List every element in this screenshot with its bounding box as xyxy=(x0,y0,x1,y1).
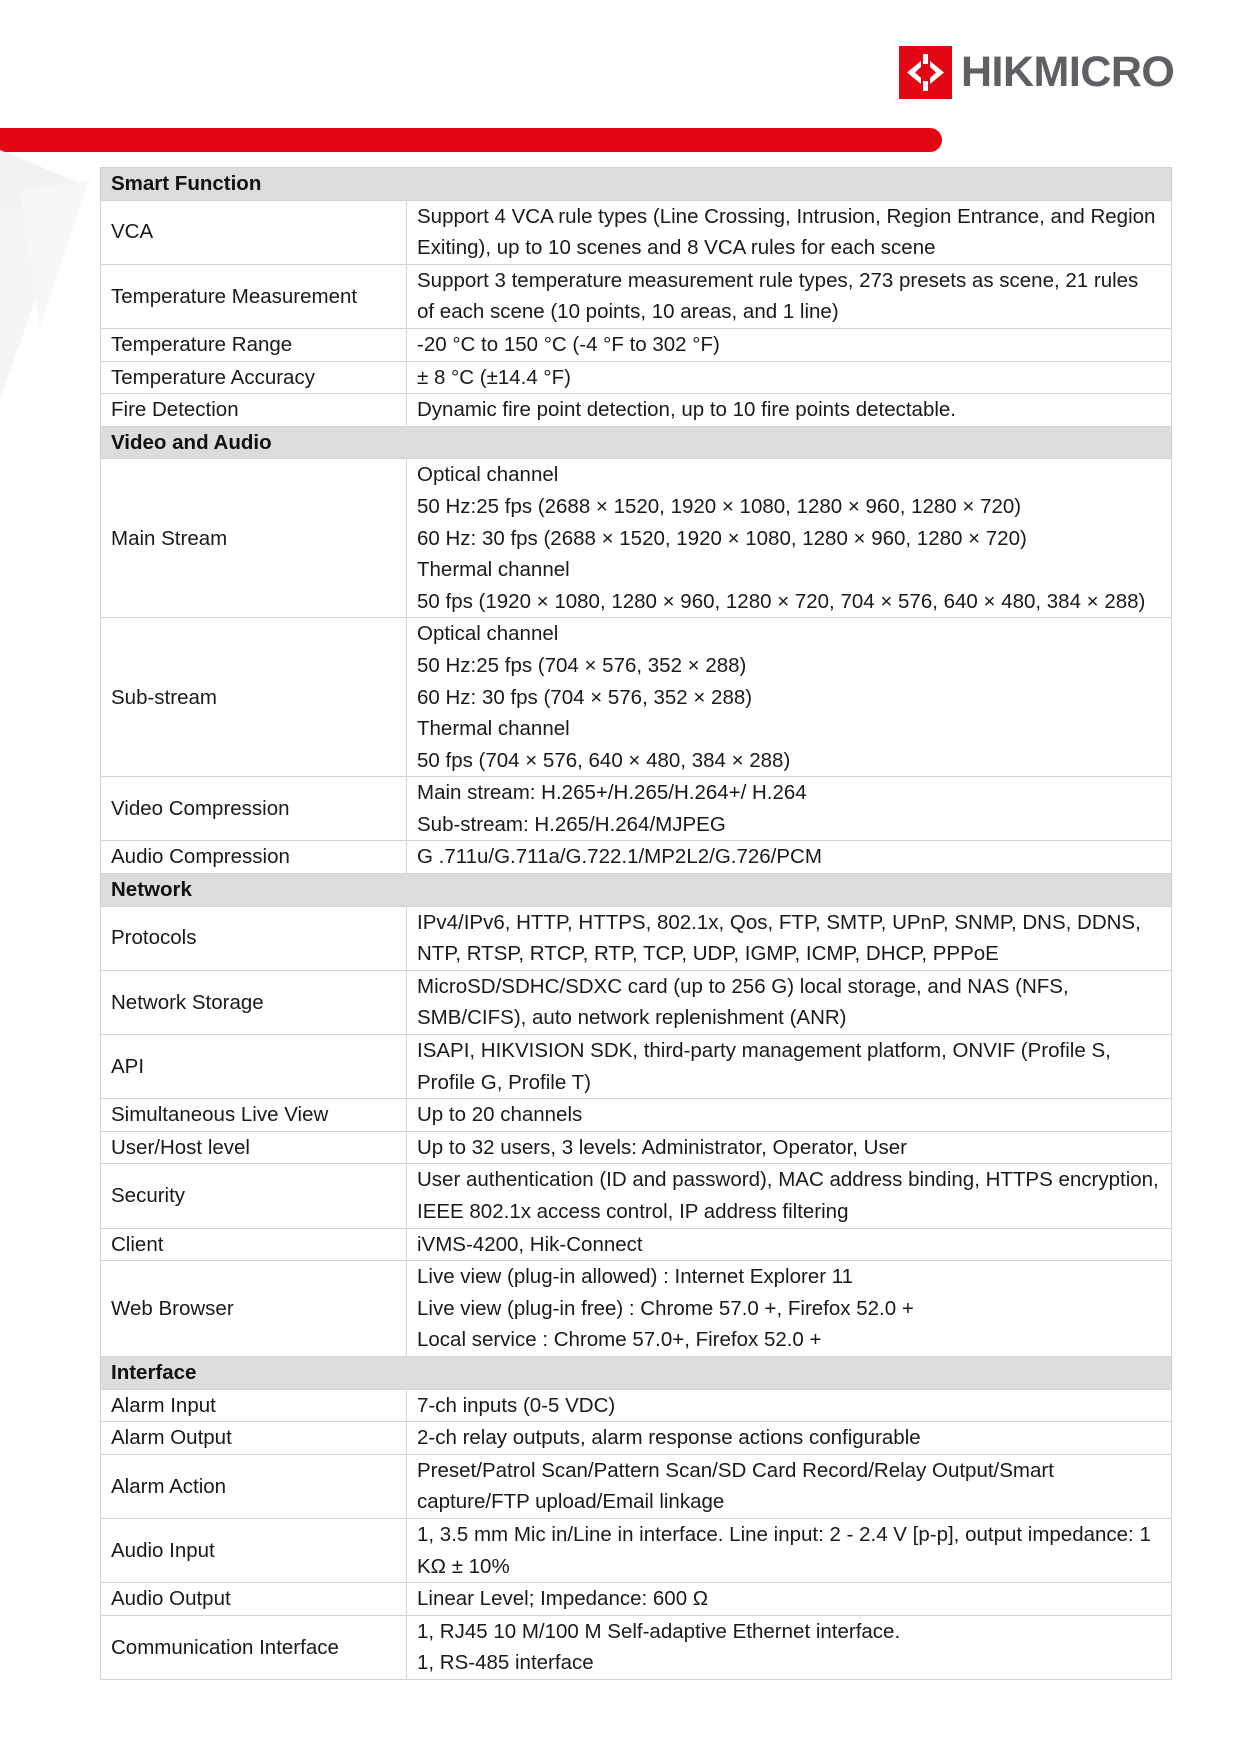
spec-value-line: 50 Hz:25 fps (704 × 576, 352 × 288) xyxy=(417,653,747,677)
spec-value-line: 50 Hz:25 fps (2688 × 1520, 1920 × 1080, 1280 × 960, 1280 × 720) xyxy=(417,494,1022,518)
spec-value-line: Main stream: H.265+/H.265/H.264+/ H.264 xyxy=(417,781,807,805)
section-title: Interface xyxy=(101,1356,1172,1389)
spec-label: Security xyxy=(101,1164,407,1228)
spec-value xyxy=(407,394,1172,427)
spec-label: Sub-stream xyxy=(101,618,407,777)
spec-value-line: 50 fps (1920 × 1080, 1280 × 960, 1280 × 720, 704 × 576, 640 × 480, 384 × 288) xyxy=(417,589,1146,613)
spec-row-api xyxy=(101,1035,1172,1099)
spec-row-alarm-action xyxy=(101,1454,1172,1518)
spec-row-network-storage xyxy=(101,970,1172,1034)
spec-label: Temperature Measurement xyxy=(101,264,407,328)
spec-label: Network Storage xyxy=(101,970,407,1034)
spec-row-vca xyxy=(101,200,1172,264)
spec-value xyxy=(407,841,1172,874)
spec-label: Simultaneous Live View xyxy=(101,1099,407,1132)
section-header-network xyxy=(101,874,1172,907)
spec-value-line: Live view (plug-in allowed) : Internet Explorer 11 xyxy=(417,1265,854,1289)
spec-value xyxy=(407,1035,1172,1099)
spec-value-line: Support 3 temperature measurement rule types, 273 presets as scene, 21 rules of each scene (10 points, 10 areas, and 1 line) xyxy=(417,268,1139,324)
spec-value xyxy=(407,1422,1172,1455)
spec-row-temperature-range xyxy=(101,328,1172,361)
spec-row-main-stream xyxy=(101,459,1172,618)
spec-value-line: 2-ch relay outputs, alarm response actions configurable xyxy=(417,1426,921,1450)
spec-row-video-compression xyxy=(101,777,1172,841)
spec-row-audio-input xyxy=(101,1518,1172,1582)
brand-logo xyxy=(899,45,1174,99)
section-title: Smart Function xyxy=(101,168,1172,201)
spec-value-line: Up to 32 users, 3 levels: Administrator, Operator, User xyxy=(417,1135,907,1159)
spec-value xyxy=(407,361,1172,394)
spec-value-line: Sub-stream: H.265/H.264/MJPEG xyxy=(417,812,726,836)
spec-label: Alarm Input xyxy=(101,1389,407,1422)
spec-row-client xyxy=(101,1228,1172,1261)
section-title: Network xyxy=(101,874,1172,907)
section-header-smart-function xyxy=(101,168,1172,201)
spec-row-user-host-level xyxy=(101,1131,1172,1164)
spec-value xyxy=(407,906,1172,970)
spec-value-line: Optical channel xyxy=(417,463,559,487)
decorative-watermark xyxy=(0,150,90,400)
spec-label: Audio Output xyxy=(101,1583,407,1616)
spec-label: Communication Interface xyxy=(101,1615,407,1679)
spec-value xyxy=(407,1131,1172,1164)
spec-row-temperature-accuracy xyxy=(101,361,1172,394)
spec-row-alarm-input xyxy=(101,1389,1172,1422)
spec-value xyxy=(407,328,1172,361)
spec-value xyxy=(407,1261,1172,1357)
spec-value-line: Linear Level; Impedance: 600 Ω xyxy=(417,1587,709,1611)
spec-row-protocols xyxy=(101,906,1172,970)
spec-row-sub-stream xyxy=(101,618,1172,777)
spec-value-line: 1, RJ45 10 M/100 M Self-adaptive Ethernet interface. xyxy=(417,1619,901,1643)
spec-value-line: 50 fps (704 × 576, 640 × 480, 384 × 288) xyxy=(417,748,791,772)
spec-value-line: ISAPI, HIKVISION SDK, third-party management platform, ONVIF (Profile S, Profile G, Profile T) xyxy=(417,1039,1111,1094)
spec-label: Temperature Accuracy xyxy=(101,361,407,394)
spec-value-line: -20 °C to 150 °C (-4 °F to 302 °F) xyxy=(417,332,720,356)
spec-row-communication-interface xyxy=(101,1615,1172,1679)
spec-label: Audio Compression xyxy=(101,841,407,874)
spec-value-line: 60 Hz: 30 fps (704 × 576, 352 × 288) xyxy=(417,685,753,709)
spec-label: User/Host level xyxy=(101,1131,407,1164)
spec-value xyxy=(407,459,1172,618)
specification-table xyxy=(100,167,1172,1680)
spec-value-line: ± 8 °C (±14.4 °F) xyxy=(417,365,571,389)
spec-label: Web Browser xyxy=(101,1261,407,1357)
spec-label: Audio Input xyxy=(101,1518,407,1582)
spec-value-line: 1, RS-485 interface xyxy=(417,1651,594,1675)
spec-row-fire-detection xyxy=(101,394,1172,427)
spec-value xyxy=(407,264,1172,328)
spec-value-line: Up to 20 channels xyxy=(417,1103,583,1127)
specification-table-body xyxy=(101,168,1172,1680)
spec-label: Alarm Output xyxy=(101,1422,407,1455)
spec-label: Main Stream xyxy=(101,459,407,618)
spec-value-line: User authentication (ID and password), MAC address binding, HTTPS encryption, IEEE 802.1x access control, IP address filtering xyxy=(417,1168,1159,1223)
spec-label: Alarm Action xyxy=(101,1454,407,1518)
spec-value-line: Local service : Chrome 57.0+, Firefox 52.0 + xyxy=(417,1328,822,1352)
spec-value xyxy=(407,1454,1172,1518)
spec-row-web-browser xyxy=(101,1261,1172,1357)
header-red-bar xyxy=(0,128,942,152)
spec-value-line: Thermal channel xyxy=(417,717,570,741)
spec-value xyxy=(407,1518,1172,1582)
spec-value-line: Live view (plug-in free) : Chrome 57.0 +, Firefox 52.0 + xyxy=(417,1296,914,1320)
spec-label: API xyxy=(101,1035,407,1099)
spec-value-line: 60 Hz: 30 fps (2688 × 1520, 1920 × 1080, 1280 × 960, 1280 × 720) xyxy=(417,526,1027,550)
spec-value xyxy=(407,1228,1172,1261)
spec-label: Fire Detection xyxy=(101,394,407,427)
spec-label: Protocols xyxy=(101,906,407,970)
spec-value-line: Support 4 VCA rule types (Line Crossing, Intrusion, Region Entrance, and Region Exiting), up to 10 scenes and 8 VCA rules for each scene xyxy=(417,204,1156,260)
spec-label: Client xyxy=(101,1228,407,1261)
section-header-video-and-audio xyxy=(101,426,1172,459)
brand-name: HIKMICRO xyxy=(961,47,1175,96)
spec-value xyxy=(407,1164,1172,1228)
spec-value-line: Optical channel xyxy=(417,622,559,646)
spec-value xyxy=(407,1583,1172,1616)
spec-value-line: MicroSD/SDHC/SDXC card (up to 256 G) local storage, and NAS (NFS, SMB/CIFS), auto network replenishment (ANR) xyxy=(417,974,1069,1030)
spec-value-line: Preset/Patrol Scan/Pattern Scan/SD Card Record/Relay Output/Smart capture/FTP upload/Email linkage xyxy=(417,1458,1054,1514)
hikmicro-logo-icon xyxy=(899,46,952,99)
spec-value xyxy=(407,200,1172,264)
spec-row-audio-output xyxy=(101,1583,1172,1616)
spec-row-security xyxy=(101,1164,1172,1228)
spec-value-line: G .711u/G.711a/G.722.1/MP2L2/G.726/PCM xyxy=(417,845,822,869)
spec-row-alarm-output xyxy=(101,1422,1172,1455)
spec-row-temperature-measurement xyxy=(101,264,1172,328)
spec-value xyxy=(407,970,1172,1034)
spec-value-line: Thermal channel xyxy=(417,558,570,582)
spec-value-line: 7-ch inputs (0-5 VDC) xyxy=(417,1393,616,1417)
spec-row-simultaneous-live-view xyxy=(101,1099,1172,1132)
spec-label: Temperature Range xyxy=(101,328,407,361)
spec-row-audio-compression xyxy=(101,841,1172,874)
section-header-interface xyxy=(101,1356,1172,1389)
spec-value xyxy=(407,777,1172,841)
spec-label: VCA xyxy=(101,200,407,264)
spec-value-line: 1, 3.5 mm Mic in/Line in interface. Line input: 2 - 2.4 V [p-p], output impedance: 1 KΩ ± 10% xyxy=(417,1522,1151,1578)
spec-label: Video Compression xyxy=(101,777,407,841)
spec-value xyxy=(407,1615,1172,1679)
spec-value-line: IPv4/IPv6, HTTP, HTTPS, 802.1x, Qos, FTP, SMTP, UPnP, SNMP, DNS, DDNS, NTP, RTSP, RTCP, RTP, TCP, UDP, IGMP, ICMP, DHCP, PPPoE xyxy=(417,910,1141,966)
spec-value xyxy=(407,1389,1172,1422)
spec-value-line: Dynamic fire point detection, up to 10 fire points detectable. xyxy=(417,398,957,422)
spec-value-line: iVMS-4200, Hik-Connect xyxy=(417,1232,643,1256)
spec-value xyxy=(407,618,1172,777)
section-title: Video and Audio xyxy=(101,426,1172,459)
spec-value xyxy=(407,1099,1172,1132)
